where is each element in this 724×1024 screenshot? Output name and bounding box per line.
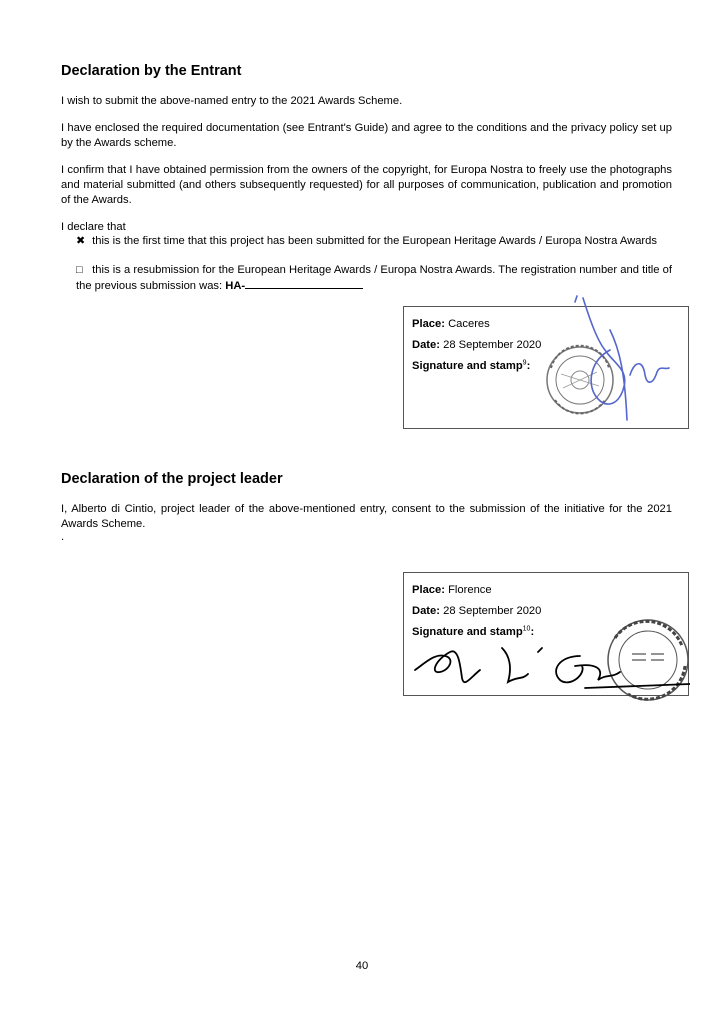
leader-heading: Declaration of the project leader bbox=[61, 471, 283, 487]
leader-signature-row: Signature and stamp$^{10}$: bbox=[412, 625, 535, 638]
date-value: 28 September 2020 bbox=[443, 605, 542, 617]
entrant-signature-and-stamp bbox=[535, 290, 685, 430]
empty-checkbox-icon: □ bbox=[76, 264, 83, 276]
leader-para-1: I, Alberto di Cintio, project leader of the above-mentioned entry, consent to the submission of the initiative for the 2021 Awards Scheme. bbox=[61, 503, 672, 530]
place-label: Place: bbox=[412, 584, 445, 596]
option-first-time-text: this is the first time that this project has been submitted for the European Heritage Awards / Europa Nostra Awards bbox=[92, 235, 657, 247]
option-resubmission-text: this is a resubmission for the European Heritage Awards / Europa Nostra Awards. The registration number and title of the previous submission was: bbox=[76, 264, 673, 292]
entrant-signature-row: Signature and stamp$^9$: bbox=[412, 359, 531, 372]
declare-intro: I declare that bbox=[61, 221, 126, 233]
date-value: 28 September 2020 bbox=[443, 339, 542, 351]
registration-blank bbox=[245, 278, 363, 289]
place-label: Place: bbox=[412, 318, 445, 330]
registration-code: HA- bbox=[225, 280, 246, 292]
leader-dot: . bbox=[61, 531, 65, 543]
place-value: Caceres bbox=[448, 318, 490, 330]
signature-footnote: 10 bbox=[522, 625, 531, 633]
entrant-para-1: I wish to submit the above-named entry to the 2021 Awards Scheme. bbox=[61, 95, 403, 107]
handwritten-signature-black bbox=[415, 648, 690, 688]
date-label: Date: bbox=[412, 339, 440, 351]
leader-place-row bbox=[412, 584, 492, 596]
date-label: Date: bbox=[412, 605, 440, 617]
entrant-place-row bbox=[412, 318, 490, 330]
place-value: Florence bbox=[448, 584, 492, 596]
entrant-para-2: I have enclosed the required documentation (see Entrant's Guide) and agree to the conditions and the privacy policy set up by the Awards scheme. bbox=[61, 122, 672, 149]
signature-label: Signature and stamp bbox=[412, 360, 523, 372]
entrant-heading: Declaration by the Entrant bbox=[61, 63, 242, 79]
department-stamp bbox=[608, 620, 688, 700]
signature-label: Signature and stamp bbox=[412, 626, 523, 638]
signature-footnote: 9 bbox=[522, 359, 527, 367]
leader-signature-and-stamp bbox=[410, 608, 690, 708]
entrant-para-3: I confirm that I have obtained permission from the owners of the copyright, for Europa Nostra to freely use the photographs and material submitted (and others subsequently requested) for all purposes of communication, publication and promotion of the Awards. bbox=[61, 164, 672, 206]
entrant-date-row bbox=[412, 339, 541, 351]
checked-cross-icon: ✖ bbox=[76, 235, 86, 247]
option-first-time bbox=[76, 234, 672, 249]
page-number: 40 bbox=[355, 960, 369, 972]
